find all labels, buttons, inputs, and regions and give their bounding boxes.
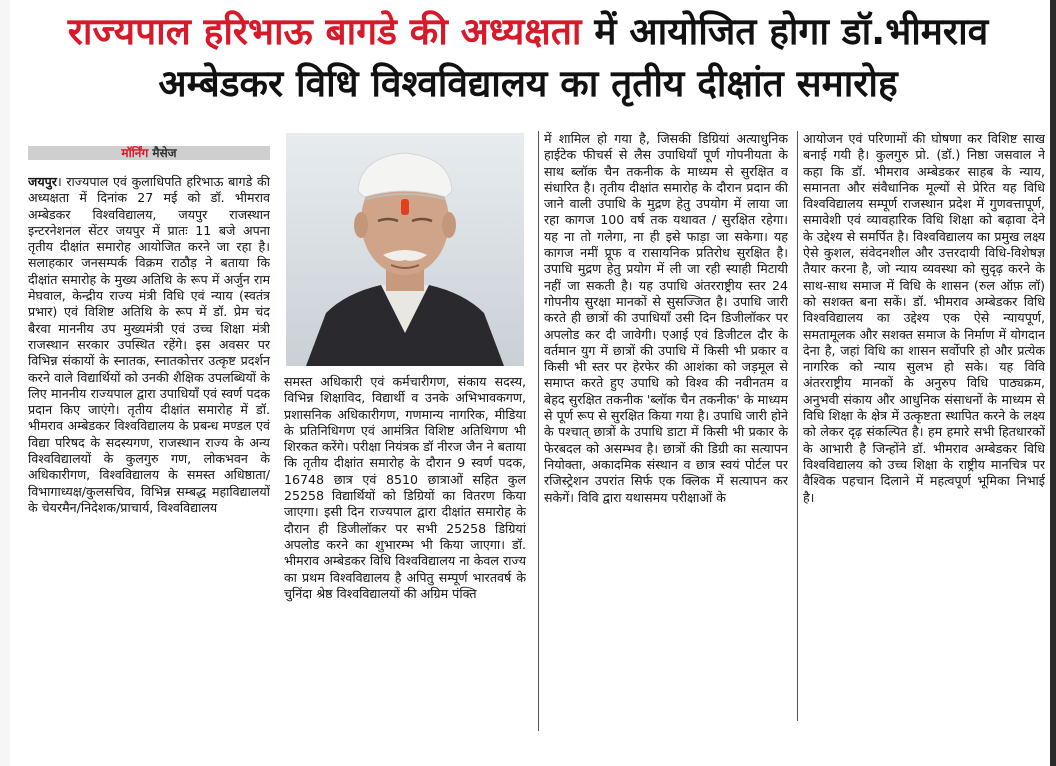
column-4-text: आयोजन एवं परिणामों की घोषणा कर विशिष्ट साख बनाई गयी है। कुलगुरु प्रो. (डॉ.) निष्ठा जसवाल ने कहा कि डॉ. भीमराव अम्बेडकर साहब के न्याय, समानता और संवैधानिक मूल्यों से प्रेरित यह विधि विश्वविद्यालय सम्पूर्ण राजस्थान प्रदेश में गुणवत्तापूर्ण, समावेशी एवं व्यावहारिक विधि शिक्षा को बढ़ावा देने के उद्देश्य से समर्पित है। विश्वविद्यालय का प्रमुख लक्ष्य ऐसे कुशल, संवेदनशील और उत्तरदायी विधि-विशेषज्ञ तैयार करना है, जो न्याय व्यवस्था को सुदृढ़ करने के साथ-साथ समाज में विधि के शासन (रुल ऑफ़ लॉ) को सशक्त बना सकें। डॉ. भीमराव अम्बेडकर विधि विश्वविद्यालय का उद्देश्य एक ऐसे न्यायपूर्ण, समतामूलक और सशक्त समाज के निर्माण में योगदान देना है, जहां विधि का शासन सर्वोपरि हो और प्रत्येक नागरिक को न्याय सुलभ हो सके। यह विवि अंतरराष्ट्रीय मानकों के अनुरुप विधि पाठ्यक्रम, अनुभवी संकाय और आधुनिक संसाधनों के माध्यम से विधि शिक्षा के क्षेत्र में उत्कृष्टता स्थापित करने के लक्ष्य को लेकर दृढ़ संकल्पित है। हम हमारे सभी हितधारकों के आभारी है जिन्होंने डॉ. भीमराव अम्बेडकर विधि विश्वविद्यालय को उच्च शिक्षा के राष्ट्रीय मानचित्र पर वैश्विक पहचान दिलाने में महत्वपूर्ण भूमिका निभाई है। bbox=[803, 131, 1045, 505]
column-divider bbox=[538, 131, 539, 731]
page-left-margin bbox=[0, 0, 10, 766]
kicker-part-1: मॉर्निंग bbox=[121, 146, 149, 160]
dateline: जयपुर bbox=[28, 174, 57, 189]
portrait-image bbox=[286, 133, 524, 366]
headline bbox=[0, 6, 1056, 110]
headline-red-part: राज्यपाल हरिभाऊ बागडे की अध्यक्षता bbox=[67, 10, 582, 53]
headline-line-1 bbox=[0, 6, 1056, 58]
article-column-1 bbox=[28, 174, 270, 714]
article-photo bbox=[286, 133, 524, 366]
page-right-edge bbox=[1050, 0, 1056, 766]
article-column-4 bbox=[803, 131, 1045, 721]
column-1-text: । राज्यपाल एवं कुलाधिपति हरिभाऊ बागडे की अध्यक्षता में दिनांक 27 मई को डॉ. भीमराव अम्बेडकर विश्वविद्यालय, जयपुर राजस्थान इन्टरनेशनल सेंटर जयपुर में प्रातः 11 बजे अपना तृतीय दीक्षांत समारोह आयोजित करने जा रहा है। सलाहकार जनसम्पर्क विक्रम राठौड़ ने बताया कि दीक्षांत समारोह के मुख्य अतिथि के रूप में अर्जुन राम मेघवाल, केन्द्रीय राज्य मंत्री विधि एवं न्याय (स्वतंत्र प्रभार) एवं विशिष्ट अतिथि के रूप में डॉ. प्रेम चंद बैरवा माननीय उप मुख्यमंत्री एवं उच्च शिक्षा मंत्री राजस्थान सरकार उपस्थित रहेंगे। इस अवसर पर विभिन्न संकायों के स्नातक, स्नातकोत्तर उत्कृष्ट प्रदर्शन करने वाले विद्यार्थियों को उनकी शैक्षिक उपलब्धियों के लिए माननीय राज्यपाल द्वारा उपाधियाँ एवं स्वर्ण पदक प्रदान किए जाएंगे। तृतीय दीक्षांत समारोह में डॉ. भीमराव अम्बेडकर विश्वविद्यालय के प्रबन्ध मण्डल एवं विद्या परिषद के सदस्यगण, राजस्थान राज्य के अन्य विश्वविद्यालयों के कुलगुरु गण, लोकभवन के अधिकारीगण, विश्वविद्यालय के समस्त अधिष्ठाता/ विभागाध्यक्ष/कुलसचिव, विभिन्न सम्बद्ध महाविद्यालयों के चेयरमैन/निदेशक/प्राचार्य, विश्वविद्यालय bbox=[28, 174, 270, 515]
kicker-part-2: मैसेज bbox=[148, 146, 177, 160]
column-3-text: में शामिल हो गया है, जिसकी डिग्रियां अत्याधुनिक हाईटेक फीचर्स से लैस उपाधियाँ पूर्ण गोपनीयता के साथ ब्लॉक चैन तकनीक के माध्यम से सुरक्षित व संधारित है। तृतीय दीक्षांत समारोह के दौरान प्रदान की जाने वाली उपाधि के मुद्रण हेतु उपयोग में लाया जा रहा कागज 100 वर्ष तक यथावत / सुरक्षित रहेगा। यह ना तो गलेगा, ना ही इसे फाड़ा जा सकेगा। यह कागज नमीं प्रूफ व रासायनिक प्रतिरोध सुरक्षित है। उपाधि मुद्रण हेतु प्रयोग में ली जा रही स्याही मिटायी नहीं जा सकती है। यह उपाधि अंतरराष्ट्रीय स्तर 24 गोपनीय सुरक्षा मानकों से सुसज्जित है। उपाधि जारी करते ही छात्रों की उपाधियाँ उसी दिन डिजीलॉकर पर अपलोड कर दी जावेगी। एआई एवं डिजीटल दौर के वर्तमान युग में छात्रों की उपाधि में किसी भी प्रकार व किसी भी स्तर पर हेरफेर की आशंका को जड़मूल से समाप्त करते हुए उपाधि को विश्व की नवीनतम व बेहद सुरक्षित तकनीक 'ब्लॉक चैन तकनीक' के माध्यम से पूर्ण रूप से सुरक्षित किया गया है। उपाधि जारी होने के पश्चात् छात्रों के उपाधि डाटा में किसी भी प्रकार के फेरबदल को असम्भव है। छात्रों की डिग्री का सत्यापन नियोक्ता, अकादमिक संस्थान व छात्र स्वयं पोर्टल पर रजिस्ट्रेशन उपरांत सिर्फ एक क्लिक में सत्यापन कर सकेगें। विवि द्वारा यथासमय परीक्षाओं के bbox=[544, 131, 788, 505]
headline-line-2: अम्बेडकर विधि विश्वविद्यालय का तृतीय दीक्षांत समारोह bbox=[158, 62, 898, 105]
headline-black-part: में आयोजित होगा डॉ.भीमराव bbox=[581, 10, 989, 53]
article-column-2 bbox=[284, 374, 526, 734]
column-2-text: समस्त अधिकारी एवं कर्मचारीगण, संकाय सदस्य, विभिन्न शिक्षाविद, विद्यार्थी व उनके अभिभावकगण, प्रशासनिक अधिकारीगण, गणमान्य नागरिक, मीडिया के प्रतिनिधिगण एवं आमंत्रित विशिष्ट अतिथिगण भी शिरकत करेंगे। परीक्षा नियंत्रक डॉ नीरज जैन ने बताया कि तृतीय दीक्षांत समारोह के दौरान 9 स्वर्ण पदक, 16748 छात्र एवं 8510 छात्राओं सहित कुल 25258 विद्यार्थियों को डिग्रियों का वितरण किया जाएगा। इसी दिन राज्यपाल द्वारा दीक्षांत समारोह के दौरान ही डिजीलॉकर पर सभी 25258 डिग्रियां अपलोड करने का शुभारम्भ भी किया जाएगा। डॉ. भीमराव अम्बेडकर विधि विश्वविद्यालय ना केवल राज्य का प्रथम विश्वविद्यालय है अपितु सम्पूर्ण भारतवर्ष के चुनिंदा श्रेष्ठ विश्वविद्यालयों की अग्रिम पंक्ति bbox=[284, 374, 526, 601]
article-paragraph bbox=[28, 174, 270, 516]
article-column-3 bbox=[544, 131, 788, 731]
column-divider bbox=[797, 131, 798, 721]
section-kicker bbox=[28, 146, 270, 160]
